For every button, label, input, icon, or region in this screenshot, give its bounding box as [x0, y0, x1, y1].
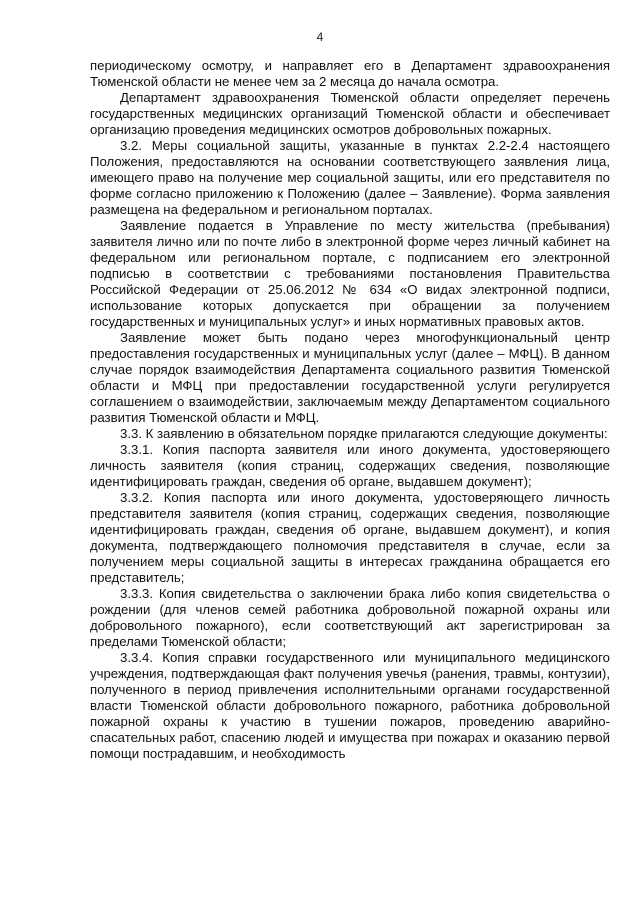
- page-number: 4: [316, 30, 324, 44]
- paragraph-continuation: периодическому осмотру, и направляет его в Департамент здравоохранения Тюменской области не менее чем за 2 месяца до начала осмотра.: [90, 58, 610, 89]
- paragraph-3-3-3: 3.3.3. Копия свидетельства о заключении брака либо копия свидетельства о рождении (для членов семей работника добровольной пожарной охраны или добровольного пожарного), если соответствующий акт зарегистрирован за пределами Тюменской области;: [90, 586, 610, 649]
- paragraph-3-3-2: 3.3.2. Копия паспорта или иного документа, удостоверяющего личность представителя заявителя (копия страниц, содержащих сведения, позволяющие идентифицировать граждан, сведения об органе, выдавшем документ), и копия документа, подтверждающего полномочия представителя в случае, если за получением меры социальной защиты в интересах гражданина обращается его представитель;: [90, 490, 610, 585]
- paragraph-mfc: Заявление может быть подано через многофункциональный центр предоставления государственных и муниципальных услуг (далее – МФЦ). В данном случае порядок взаимодействия Департамента социального развития Тюменской области и МФЦ при предоставлении государственной услуги регулируется соглашением о взаимодействии, заключаемым между Департаментом социального развития Тюменской области и МФЦ.: [90, 330, 610, 425]
- paragraph-health-department: Департамент здравоохранения Тюменской области определяет перечень государственных медицинских организаций Тюменской области и обеспечивает организацию проведения медицинских осмотров добровольных пожарных.: [90, 90, 610, 137]
- paragraph-3-3: 3.3. К заявлению в обязательном порядке прилагаются следующие документы:: [120, 426, 608, 441]
- paragraph-3-3-4: 3.3.4. Копия справки государственного или муниципального медицинского учреждения, подтверждающая факт получения увечья (ранения, травмы, контузии), полученного в период привлечения исполнительными органами государственной власти Тюменской области добровольного пожарного, работника добровольной пожарной охраны к участию в тушении пожаров, проведению аварийно-спасательных работ, спасению людей и имущества при пожарах и оказанию первой помощи пострадавшим, и необходимость: [90, 650, 610, 761]
- paragraph-3-2: 3.2. Меры социальной защиты, указанные в пунктах 2.2-2.4 настоящего Положения, предоставляются на основании соответствующего заявления лица, имеющего право на получение мер социальной защиты, или его представителя по форме согласно приложению к Положению (далее – Заявление). Форма заявления размещена на федеральном и региональном порталах.: [90, 138, 610, 217]
- paragraph-3-3-1: 3.3.1. Копия паспорта заявителя или иного документа, удостоверяющего личность заявителя (копия страниц, содержащих сведения, позволяющие идентифицировать граждан, сведения об органе, выдавшем документ);: [90, 442, 610, 489]
- document-body: [90, 58, 610, 762]
- paragraph-application-submission: Заявление подается в Управление по месту жительства (пребывания) заявителя лично или по почте либо в электронной форме через личный кабинет на федеральном или региональном портале, с подписанием его электронной подписью в соответствии с требованиями постановления Правительства Российской Федерации от 25.06.2012 № 634 «О видах электронной подписи, использование которых допускается при обращении за получением государственных и муниципальных услуг» и иных нормативных правовых актов.: [90, 218, 610, 329]
